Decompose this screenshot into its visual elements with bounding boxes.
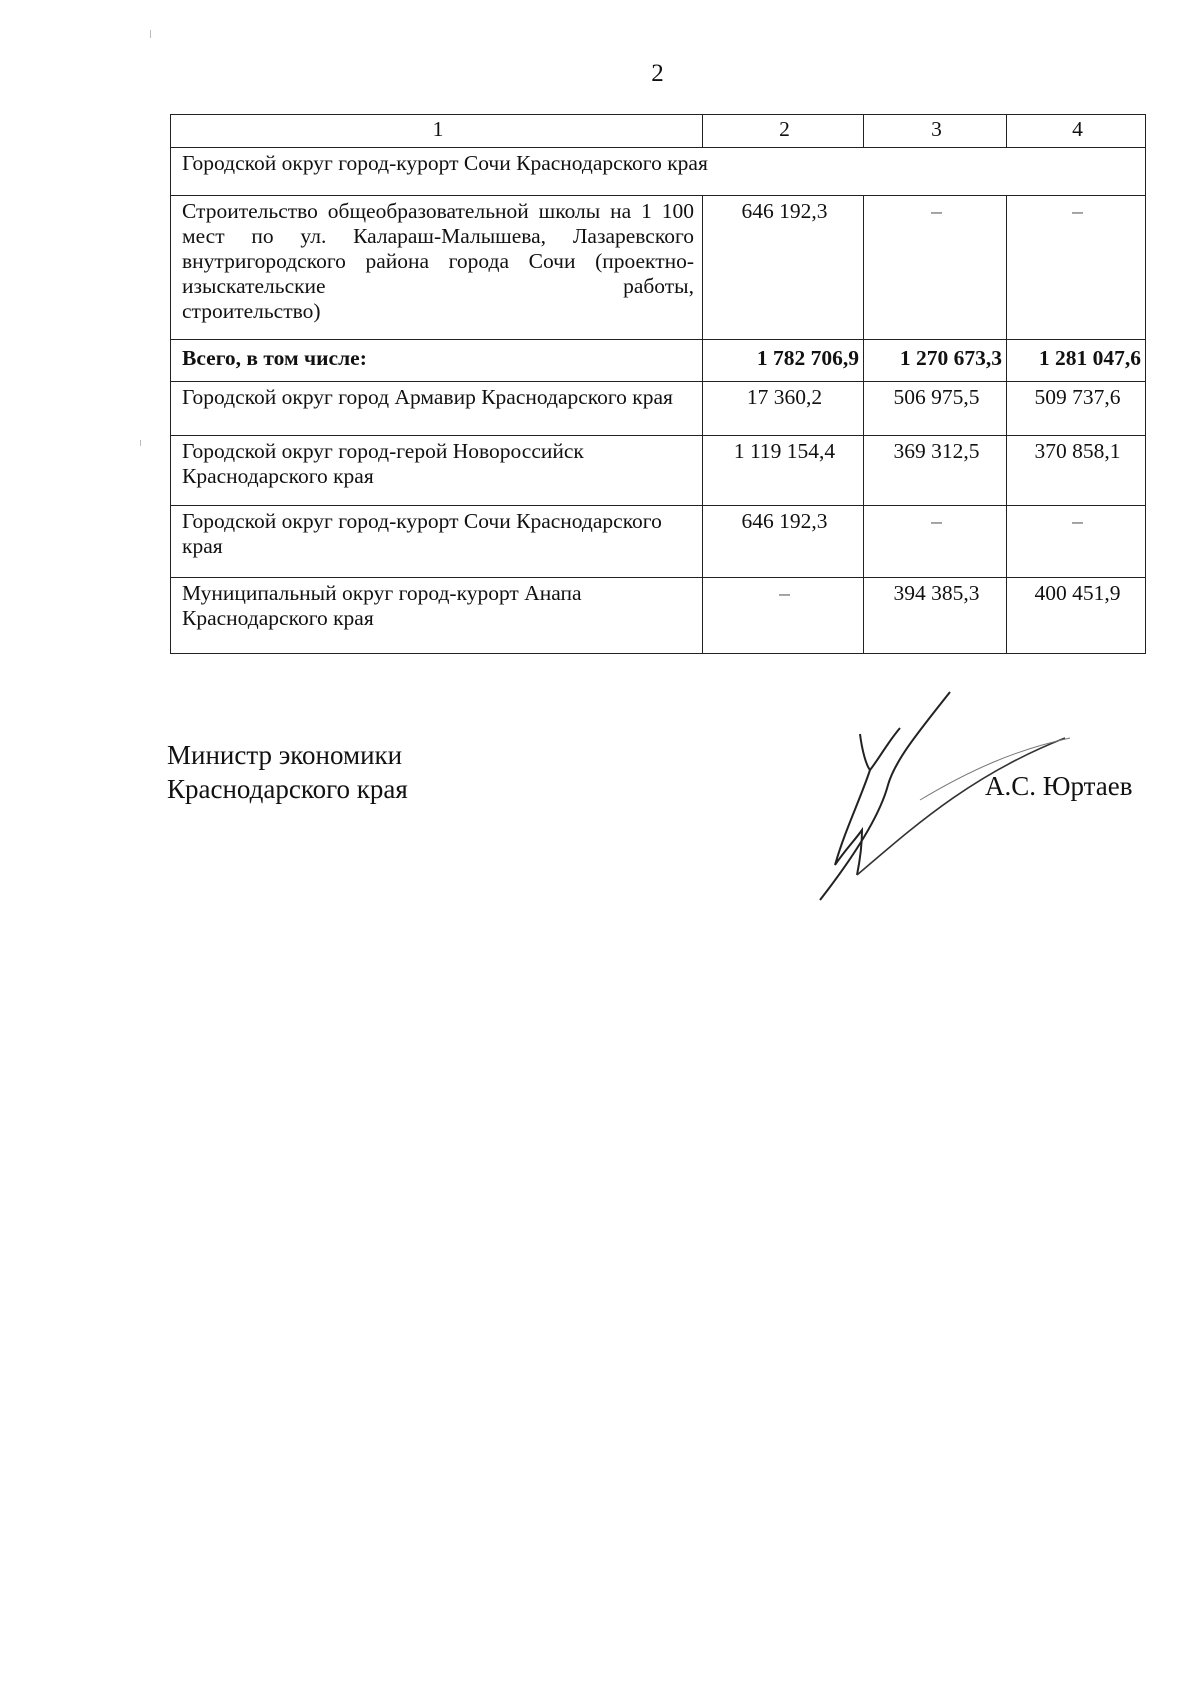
school-line-5: строительство) <box>182 299 321 323</box>
row-name: Городской округ город Армавир Краснодарского края <box>171 382 703 436</box>
table-row <box>171 578 1146 654</box>
row-col4: 370 858,1 <box>1007 436 1146 506</box>
school-col3: – <box>864 196 1007 340</box>
position-line-1: Министр экономики <box>167 740 403 770</box>
scan-mark <box>140 440 141 446</box>
school-line-3: Лазаревского внутригородского района города <box>182 224 694 273</box>
table-row <box>171 382 1146 436</box>
table-row <box>171 506 1146 578</box>
row-col4: 509 737,6 <box>1007 382 1146 436</box>
row-col3: – <box>864 506 1007 578</box>
row-col4: – <box>1007 506 1146 578</box>
total-label: Всего, в том числе: <box>171 340 703 382</box>
total-col2: 1 782 706,9 <box>703 340 864 382</box>
row-col2: – <box>703 578 864 654</box>
signatory-position <box>167 738 408 806</box>
school-col4: – <box>1007 196 1146 340</box>
table-row <box>171 196 1146 340</box>
header-col-3: 3 <box>864 115 1007 148</box>
total-col4: 1 281 047,6 <box>1007 340 1146 382</box>
school-line-1: Строительство общеобразовательной школы <box>182 199 601 223</box>
row-name: Городской округ город-курорт Сочи Краснодарского края <box>171 506 703 578</box>
school-line-4: Сочи (проектно-изыскательские работы, <box>182 249 695 298</box>
school-line-2: на 1 100 мест по ул. Калараш-Малышева, <box>182 199 694 248</box>
header-col-4: 4 <box>1007 115 1146 148</box>
table-row <box>171 436 1146 506</box>
total-col3: 1 270 673,3 <box>864 340 1007 382</box>
header-col-2: 2 <box>703 115 864 148</box>
row-col3: 394 385,3 <box>864 578 1007 654</box>
header-col-1: 1 <box>171 115 703 148</box>
school-description <box>171 196 703 340</box>
row-col2: 17 360,2 <box>703 382 864 436</box>
signatory-name: А.С. Юртаев <box>985 771 1133 801</box>
row-col3: 369 312,5 <box>864 436 1007 506</box>
page-number: 2 <box>651 60 664 87</box>
total-row <box>171 340 1146 382</box>
budget-table <box>170 114 1146 654</box>
row-name: Муниципальный округ город-курорт Анапа Краснодарского края <box>171 578 703 654</box>
row-col3: 506 975,5 <box>864 382 1007 436</box>
scan-mark <box>150 30 151 38</box>
table-header-row <box>171 115 1146 148</box>
row-col4: 400 451,9 <box>1007 578 1146 654</box>
row-col2: 646 192,3 <box>703 506 864 578</box>
row-col2: 1 119 154,4 <box>703 436 864 506</box>
region-heading-row <box>171 148 1146 196</box>
row-name: Городской округ город-герой Новороссийск Краснодарского края <box>171 436 703 506</box>
position-line-2: Краснодарского края <box>167 774 408 804</box>
region-heading: Городской округ город-курорт Сочи Краснодарского края <box>171 148 1146 196</box>
school-col2: 646 192,3 <box>703 196 864 340</box>
